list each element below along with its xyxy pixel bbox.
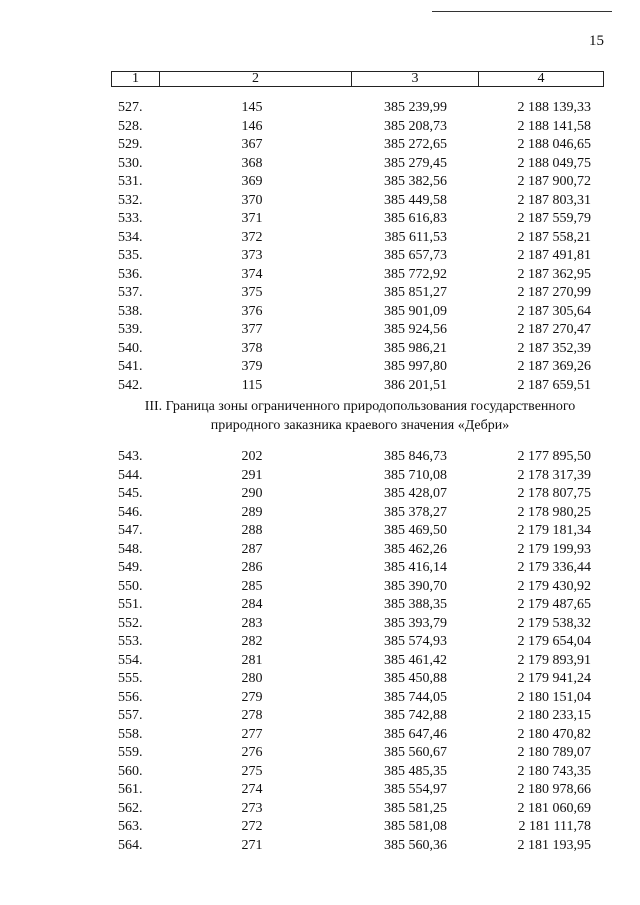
table-row [0,707,640,726]
coordinate-x: 385 997,80 [384,359,447,374]
row-number: 556. [118,689,143,705]
coordinate-x: 385 449,58 [384,192,447,208]
point-number: 377 [241,322,263,337]
row-number: 531. [118,174,143,189]
point-number: 274 [241,782,263,797]
section-heading [90,397,630,435]
point-number: 277 [241,726,263,742]
point-number: 284 [241,597,263,612]
point-number: 285 [241,578,263,594]
coordinate-x: 385 554,97 [384,782,447,797]
table-row [0,763,640,782]
header-cell-3: 3 [352,72,479,86]
table-row [0,818,640,837]
coordinate-y: 2 178 317,39 [517,467,591,483]
row-number: 561. [118,782,143,797]
coordinate-y: 2 180 743,35 [517,763,591,779]
table-row [0,541,640,560]
coordinate-x: 385 485,35 [384,763,447,779]
coordinate-x: 385 279,45 [384,155,447,171]
row-number: 535. [118,248,143,263]
row-number: 549. [118,560,143,575]
row-number: 562. [118,800,143,816]
coordinate-y: 2 188 049,75 [517,155,591,171]
coordinate-x: 385 742,88 [384,708,447,723]
coordinate-x: 385 846,73 [384,449,447,464]
point-number: 115 [241,377,263,393]
point-number: 281 [241,652,263,668]
table-row [0,192,640,211]
table-row [0,247,640,266]
table-row [0,266,640,285]
coordinate-y: 2 187 491,81 [517,248,591,263]
table-header [111,71,604,87]
coordinate-y: 2 179 654,04 [517,634,591,649]
row-number: 564. [118,837,143,853]
point-number: 374 [241,266,263,282]
page-number: 15 [589,33,604,49]
row-number: 563. [118,819,143,834]
table-row [0,689,640,708]
coordinate-x: 385 581,08 [384,819,447,834]
section-heading-line-1: III. Граница зоны ограниченного природопользования государственного [144,399,576,414]
table-row [0,467,640,486]
coordinate-y: 2 180 470,82 [517,726,591,742]
table-row [0,652,640,671]
coordinate-x: 385 901,09 [384,303,447,319]
table-row [0,358,640,377]
coordinate-x: 385 239,99 [384,100,447,115]
point-number: 376 [241,303,263,319]
coordinate-x: 385 851,27 [384,285,447,300]
row-number: 545. [118,486,143,501]
coordinate-y: 2 179 199,93 [517,541,591,557]
row-number: 528. [118,118,143,134]
coordinate-y: 2 187 659,51 [517,377,591,393]
point-number: 371 [241,211,263,226]
row-number: 527. [118,100,143,115]
row-number: 557. [118,708,143,723]
header-cell-4: 4 [537,71,545,86]
coordinate-x: 385 772,92 [384,266,447,282]
coordinate-x: 385 710,08 [384,467,447,483]
row-number: 553. [118,634,143,649]
table-row [0,303,640,322]
row-number: 555. [118,671,143,686]
table-row [0,744,640,763]
table-row [0,726,640,745]
coordinate-x: 385 461,42 [384,652,447,668]
table-row [0,284,640,303]
coordinate-y: 2 181 111,78 [518,819,591,834]
table-row [0,485,640,504]
row-number: 534. [118,229,143,245]
coordinate-x: 385 388,35 [384,597,447,612]
point-number: 288 [241,523,263,538]
row-number: 536. [118,266,143,282]
coordinate-x: 385 647,46 [384,726,447,742]
coordinate-x: 385 560,36 [384,837,447,853]
point-number: 272 [241,819,263,834]
point-number: 275 [241,763,263,779]
coordinate-x: 385 924,56 [384,322,447,337]
coordinate-y: 2 188 046,65 [517,137,591,152]
coordinate-y: 2 180 978,66 [517,782,591,797]
coordinate-y: 2 188 141,58 [517,118,591,134]
coordinate-y: 2 177 895,50 [517,449,591,464]
row-number: 537. [118,285,143,300]
table-row [0,448,640,467]
coordinate-y: 2 187 559,79 [517,211,591,226]
coordinate-y: 2 187 305,64 [517,303,591,319]
table-row [0,800,640,819]
row-number: 529. [118,137,143,152]
point-number: 369 [241,174,263,189]
table-row [0,615,640,634]
coordinate-y: 2 181 193,95 [517,837,591,853]
table-row [0,99,640,118]
coordinate-x: 386 201,51 [384,377,447,393]
coordinate-x: 385 611,53 [384,229,447,245]
row-number: 550. [118,578,143,594]
table-row [0,837,640,856]
point-number: 280 [241,671,263,686]
table-block-2 [0,448,640,855]
coordinate-y: 2 179 487,65 [517,597,591,612]
table-row [0,155,640,174]
coordinate-y: 2 187 558,21 [517,229,591,245]
top-rule [432,11,612,12]
table-row [0,559,640,578]
point-number: 145 [241,100,263,115]
coordinate-y: 2 178 980,25 [517,504,591,520]
coordinate-y: 2 179 538,32 [517,615,591,631]
table-row [0,136,640,155]
coordinate-y: 2 187 270,99 [517,285,591,300]
row-number: 547. [118,523,143,538]
coordinate-x: 385 986,21 [384,340,447,356]
coordinate-x: 385 450,88 [384,671,447,686]
coordinate-x: 385 272,65 [384,137,447,152]
coordinate-y: 2 179 336,44 [517,560,591,575]
row-number: 544. [118,467,143,483]
table-block-1 [0,99,640,395]
header-cell-1: 1 [112,72,160,86]
row-number: 539. [118,322,143,337]
coordinate-x: 385 393,79 [384,615,447,631]
table-row [0,504,640,523]
table-row [0,670,640,689]
row-number: 552. [118,615,143,631]
coordinate-x: 385 574,93 [384,634,447,649]
coordinate-y: 2 180 789,07 [517,745,591,760]
point-number: 278 [241,708,263,723]
row-number: 542. [118,377,143,393]
coordinate-y: 2 187 369,26 [517,359,591,374]
point-number: 286 [241,560,263,575]
coordinate-y: 2 187 270,47 [517,322,591,337]
point-number: 279 [241,689,263,705]
coordinate-x: 385 657,73 [384,248,447,263]
point-number: 368 [241,155,263,171]
table-row [0,522,640,541]
coordinate-y: 2 181 060,69 [517,800,591,816]
coordinate-y: 2 180 151,04 [517,689,591,705]
point-number: 367 [241,137,263,152]
coordinate-y: 2 179 181,34 [517,523,591,538]
point-number: 290 [241,486,263,501]
point-number: 379 [241,359,263,374]
coordinate-x: 385 616,83 [384,211,447,226]
point-number: 291 [241,467,263,483]
point-number: 287 [241,541,263,557]
table-row [0,633,640,652]
point-number: 373 [241,248,263,263]
row-number: 558. [118,726,143,742]
point-number: 375 [241,285,263,300]
table-row [0,210,640,229]
row-number: 543. [118,449,143,464]
point-number: 282 [241,634,263,649]
coordinate-y: 2 179 430,92 [517,578,591,594]
coordinate-y: 2 187 803,31 [517,192,591,208]
point-number: 273 [241,800,263,816]
coordinate-y: 2 179 941,24 [517,671,591,686]
coordinate-x: 385 208,73 [384,118,447,134]
coordinate-x: 385 416,14 [384,560,447,575]
row-number: 548. [118,541,143,557]
point-number: 378 [241,340,263,356]
row-number: 530. [118,155,143,171]
point-number: 271 [241,837,263,853]
coordinate-y: 2 187 900,72 [517,174,591,189]
coordinate-x: 385 560,67 [384,745,447,760]
coordinate-y: 2 187 352,39 [517,340,591,356]
coordinate-x: 385 462,26 [384,541,447,557]
table-row [0,173,640,192]
table-row [0,229,640,248]
row-number: 560. [118,763,143,779]
point-number: 283 [241,615,263,631]
coordinate-y: 2 179 893,91 [517,652,591,668]
table-row [0,118,640,137]
row-number: 551. [118,597,143,612]
table-row [0,596,640,615]
table-row [0,781,640,800]
point-number: 276 [241,745,263,760]
point-number: 146 [241,118,263,134]
table-row [0,340,640,359]
table-row [0,578,640,597]
row-number: 532. [118,192,143,208]
point-number: 370 [241,192,263,208]
section-heading-line-2: природного заказника краевого значения «Дебри» [210,418,510,433]
row-number: 540. [118,340,143,356]
coordinate-x: 385 428,07 [384,486,447,501]
header-cell-2: 2 [160,72,352,86]
row-number: 533. [118,211,143,226]
coordinate-x: 385 382,56 [384,174,447,189]
coordinate-y: 2 187 362,95 [517,266,591,282]
coordinate-x: 385 469,50 [384,523,447,538]
row-number: 541. [118,359,143,374]
point-number: 289 [241,504,263,520]
coordinate-x: 385 744,05 [384,689,447,705]
point-number: 202 [241,449,263,464]
coordinate-y: 2 180 233,15 [517,708,591,723]
coordinate-x: 385 378,27 [384,504,447,520]
row-number: 546. [118,504,143,520]
row-number: 559. [118,745,143,760]
table-row [0,377,640,396]
coordinate-x: 385 390,70 [384,578,447,594]
row-number: 554. [118,652,143,668]
coordinate-x: 385 581,25 [384,800,447,816]
coordinate-y: 2 178 807,75 [517,486,591,501]
row-number: 538. [118,303,143,319]
point-number: 372 [241,229,263,245]
coordinate-y: 2 188 139,33 [517,100,591,115]
table-row [0,321,640,340]
